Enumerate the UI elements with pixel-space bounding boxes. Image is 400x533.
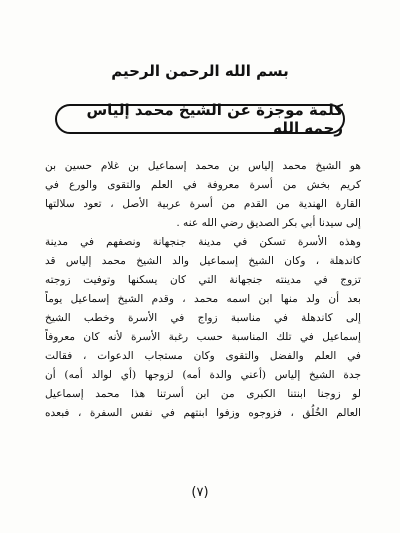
text-line: إلى كاندهلة في مناسبة زواج في الأسرة وخطب الشيخ bbox=[45, 312, 361, 324]
paragraph-2 bbox=[45, 233, 361, 423]
page-title: كلمة موجزة عن الشيخ محمد إلياس رحمه الله bbox=[86, 101, 343, 137]
text-line: هو الشيخ محمد إلياس بن محمد إسماعيل بن غلام حسين بن bbox=[45, 160, 361, 172]
title-frame bbox=[55, 101, 345, 137]
text-line: بعد أن ولد منها ابن اسمه محمد ، وقدم الشيخ إسماعيل يوماً bbox=[45, 293, 361, 305]
text-line: كاندهلة ، وكان الشيخ إسماعيل والد الشيخ محمد إلياس قد bbox=[45, 255, 361, 267]
text-line: إسماعيل في تلك المناسبة حسب رغبة الأسرة لأنه كان معروفاً bbox=[45, 331, 361, 343]
text-line: لو زوجنا ابنتنا الكبرى من ابن أسرتنا هذا محمد إسماعيل bbox=[45, 388, 361, 400]
paragraph-1 bbox=[45, 157, 361, 233]
text-line: العالم الخُلُق ، فزوجوه وزفوا ابنتهم في نفس السفرة ، فبعده bbox=[45, 407, 361, 419]
text-line: إلى سيدنا أبي بكر الصديق رضي الله عنه . bbox=[176, 217, 361, 229]
text-line: وهذه الأسرة تسكن في مدينة جنجهانة ونصفهم في مدينة bbox=[45, 236, 361, 248]
text-line: القارة الهندية من القدم من أسرة عربية الأصل ، تعود سلالتها bbox=[45, 198, 361, 210]
basmala-heading: بسم الله الرحمن الرحيم bbox=[111, 62, 289, 80]
text-line: كريم بخش من أسرة معروفة في العلم والتقوى والورع في bbox=[45, 179, 361, 191]
text-line: في العلم والفضل والتقوى وكان مستجاب الدعوات ، فقالت bbox=[45, 350, 361, 362]
text-line: تزوج في مدينته جنجهانة التي كان يسكنها وتوفيت زوجته bbox=[45, 274, 361, 286]
text-line: جدة الشيخ إلياس (أعني والدة أمه) لزوجها (أي لوالد أمه) أن bbox=[45, 369, 361, 381]
body-text bbox=[45, 157, 361, 423]
page-number: (٧) bbox=[191, 485, 209, 500]
